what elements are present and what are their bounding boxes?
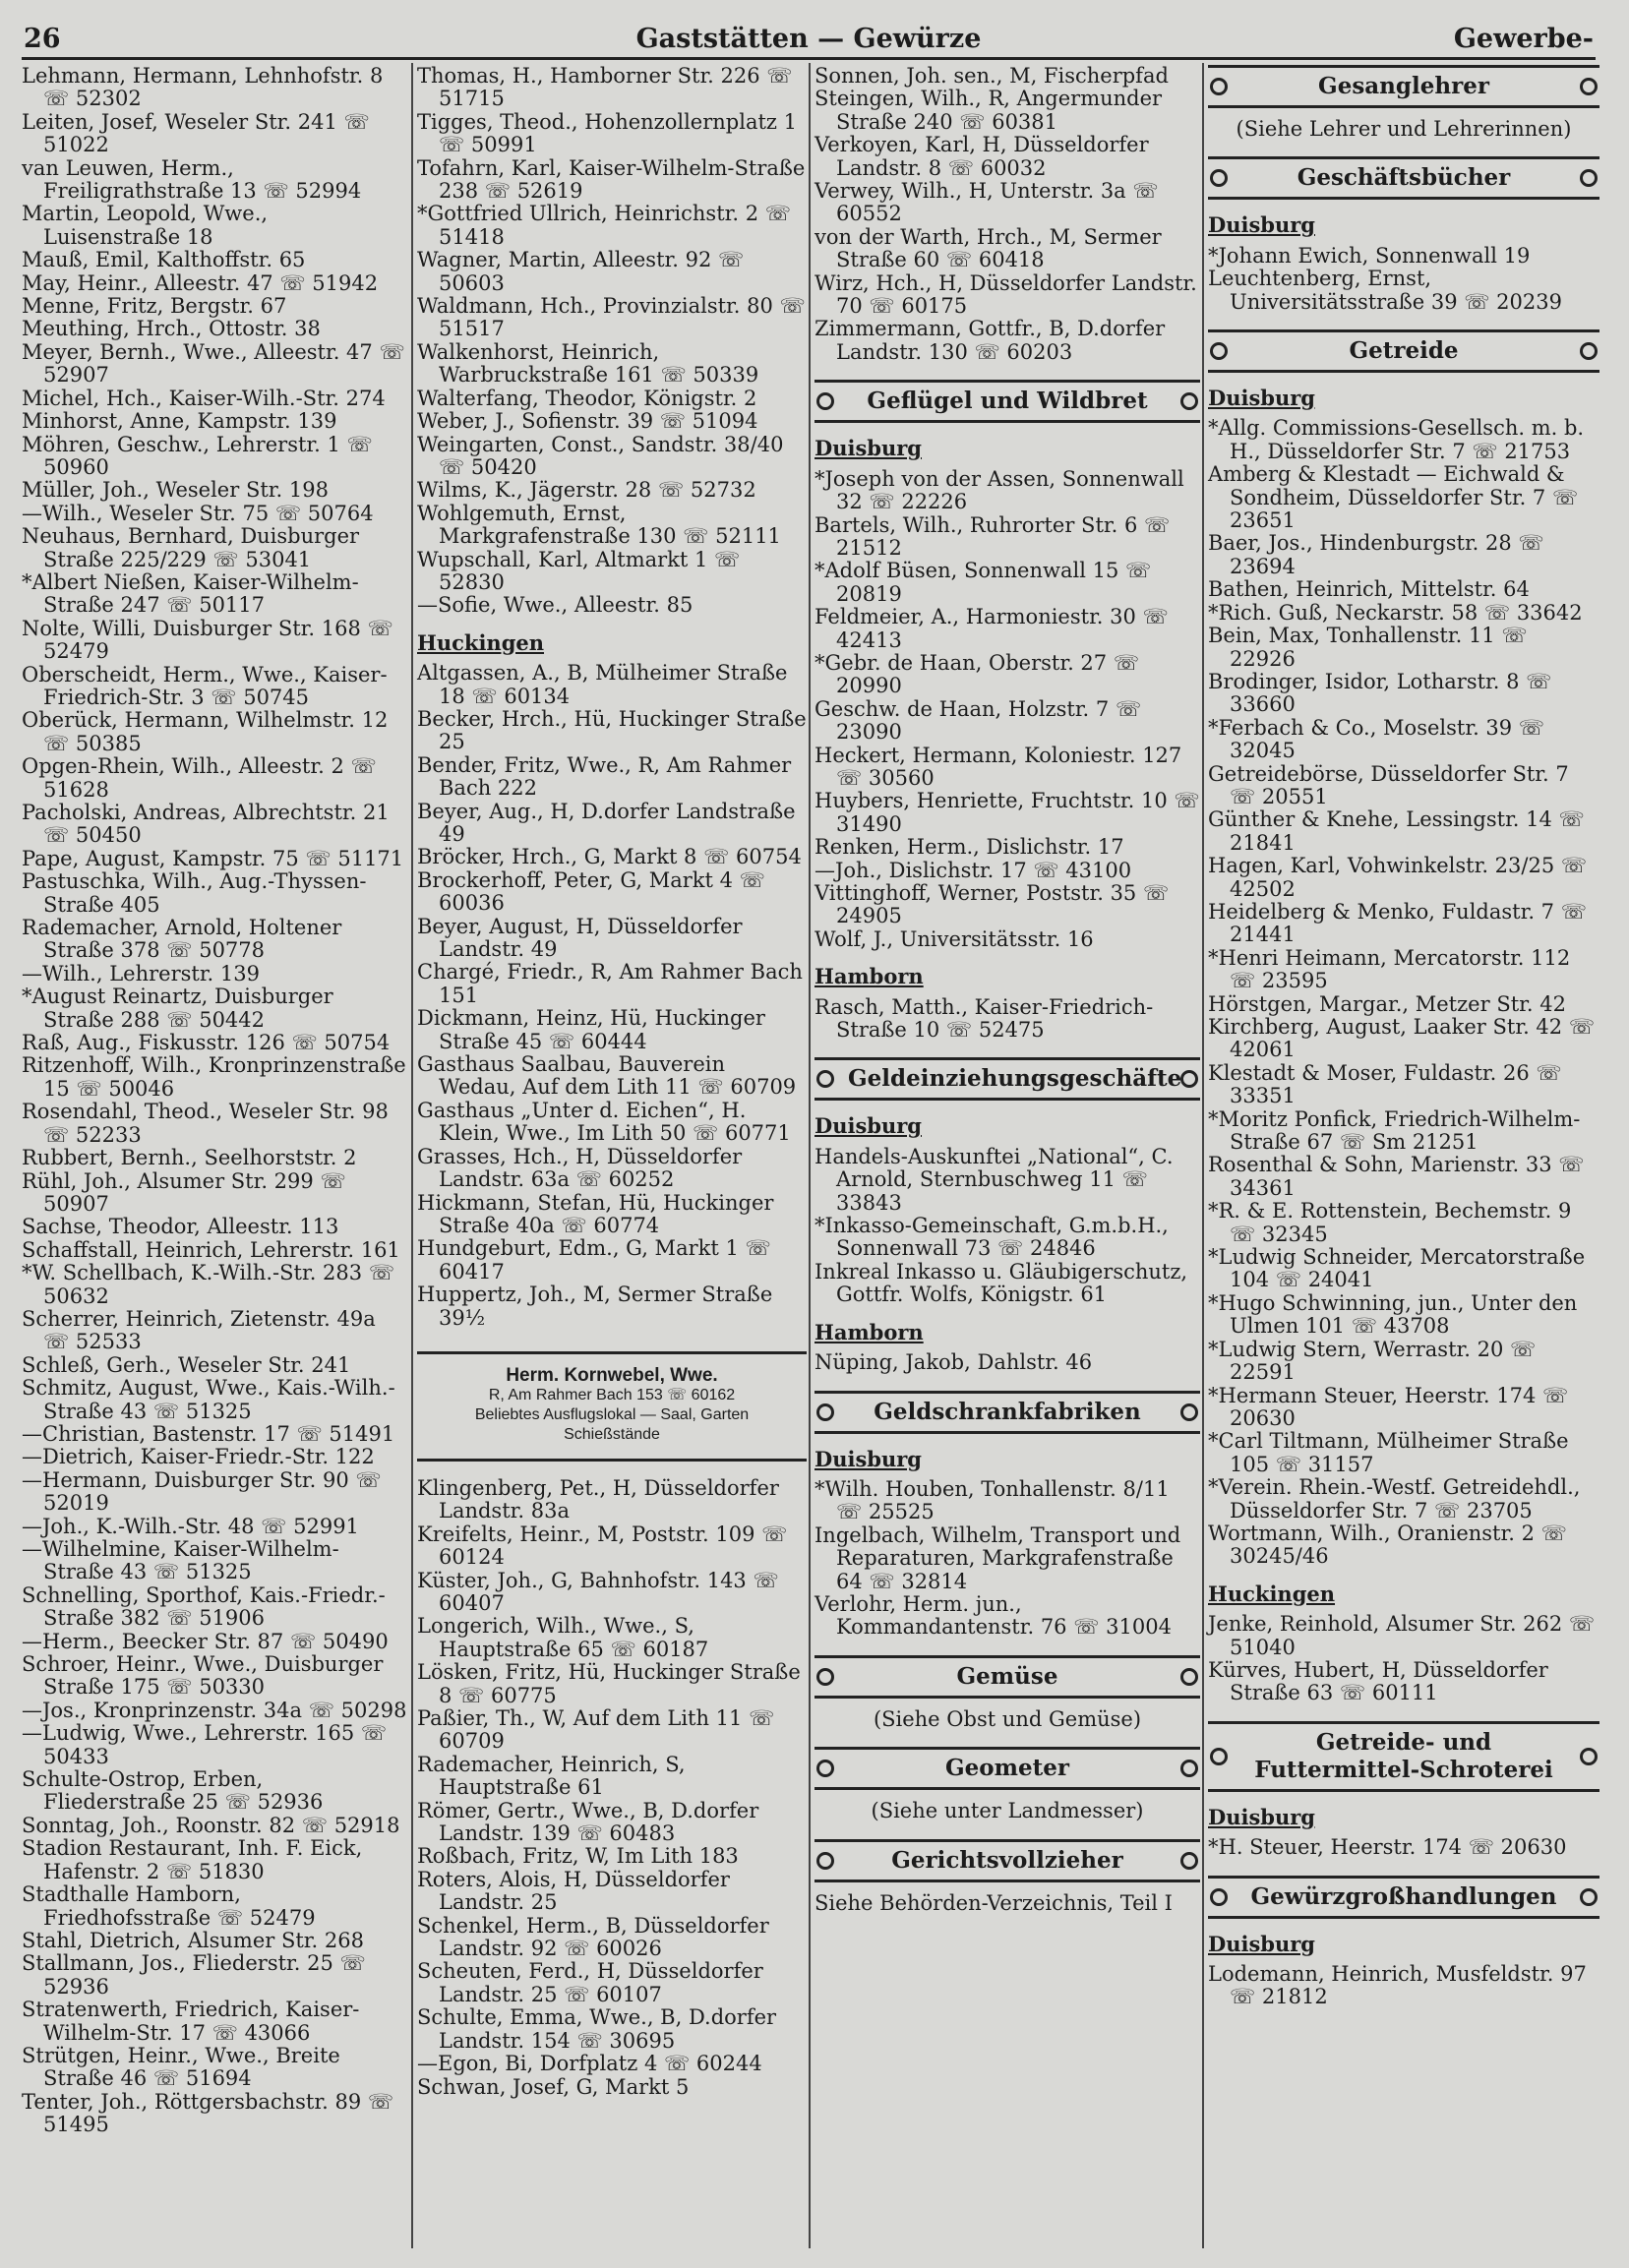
directory-entry: Wupschall, Karl, Altmarkt 1 ☏ 52830 <box>417 547 741 594</box>
directory-entry: *Hugo Schwinning, jun., Unter den Ulmen 101 ☏ 43708 <box>1208 1290 1578 1339</box>
directory-entry: Neuhaus, Bernhard, Duisburger Straße 225/229 ☏ 53041 <box>22 524 360 571</box>
directory-entry: Günther & Knehe, Lessingstr. 14 ☏ 21841 <box>1208 807 1585 855</box>
directory-entry: —Ludwig, Wwe., Lehrerstr. 165 ☏ 50433 <box>22 1721 388 1768</box>
directory-entry: *Joseph von der Assen, Sonnenwall 32 ☏ 22226 <box>814 466 1184 514</box>
directory-entry: Sonnen, Joh. sen., M, Fischerpfad <box>814 64 1169 88</box>
directory-entry: Paßier, Th., W, Auf dem Lith 11 ☏ 60709 <box>417 1706 775 1754</box>
directory-entry: Stahl, Dietrich, Alsumer Str. 268 <box>22 1928 364 1952</box>
directory-entry: —Wilh., Weseler Str. 75 ☏ 50764 <box>22 501 374 525</box>
directory-entry: Hickmann, Stefan, Hü, Huckinger Straße 40a ☏ 60774 <box>417 1190 774 1237</box>
directory-entry: Roters, Alois, H, Düsseldorfer Landstr. 25 <box>417 1867 730 1915</box>
bullet-ring-icon <box>1580 342 1598 360</box>
section-heading <box>1208 65 1599 108</box>
section-heading <box>814 1057 1200 1101</box>
directory-entry: May, Heinr., Alleestr. 47 ☏ 51942 <box>22 270 379 295</box>
section-heading <box>1208 329 1599 373</box>
city-heading: Hamborn <box>814 1319 924 1344</box>
bullet-ring-icon <box>816 1852 834 1870</box>
bullet-ring-icon <box>1210 342 1228 360</box>
directory-entry: Nolte, Willi, Duisburger Str. 168 ☏ 52479 <box>22 616 393 664</box>
directory-entry: Waldmann, Hch., Provinzialstr. 80 ☏ 51517 <box>417 294 806 341</box>
directory-entry: Kürves, Hubert, H, Düsseldorfer Straße 63 ☏ 60111 <box>1208 1657 1548 1705</box>
directory-entry: Pacholski, Andreas, Albrechtstr. 21 ☏ 50450 <box>22 801 390 848</box>
directory-entry: Chargé, Friedr., R, Am Rahmer Bach 151 <box>417 960 803 1007</box>
directory-entry: Stallmann, Jos., Fliederstr. 25 ☏ 52936 <box>22 1951 366 1999</box>
city-heading: Duisburg <box>1208 386 1315 411</box>
section-heading <box>814 1655 1200 1699</box>
directory-entry: Wohlgemuth, Ernst, Markgrafenstraße 130 ☏ 52111 <box>417 501 781 549</box>
section-title: Geldeinziehungsgeschäfte <box>848 1065 1182 1093</box>
directory-entry: Nüping, Jakob, Dahlstr. 46 <box>814 1350 1093 1375</box>
column-rule <box>809 63 811 2248</box>
directory-entry: Zimmermann, Gottfr., B, D.dorfer Landstr. 130 ☏ 60203 <box>814 317 1166 364</box>
section-title: Gewürzgroßhandlungen <box>1250 1882 1557 1910</box>
directory-entry: Brodinger, Isidor, Lotharstr. 8 ☏ 33660 <box>1208 669 1552 717</box>
directory-entry: Siehe Behörden-Verzeichnis, Teil I <box>814 1890 1173 1915</box>
directory-entry: *Henri Heimann, Mercatorstr. 112 ☏ 23595 <box>1208 945 1571 993</box>
city-heading: Duisburg <box>1208 1931 1315 1956</box>
directory-entry: Weber, J., Sofienstr. 39 ☏ 51094 <box>417 409 758 434</box>
directory-entry: Rubbert, Bernh., Seelhorststr. 2 <box>22 1146 357 1170</box>
section-heading <box>814 1839 1200 1882</box>
cross-reference: (Siehe unter Landmesser) <box>871 1799 1144 1823</box>
directory-entry: Sonntag, Joh., Roonstr. 82 ☏ 52918 <box>22 1813 400 1837</box>
directory-entry: Lodemann, Heinrich, Musfeldstr. 97 ☏ 21812 <box>1208 1962 1587 2009</box>
bullet-ring-icon <box>1580 169 1598 187</box>
directory-entry: Rademacher, Heinrich, S, Hauptstraße 61 <box>417 1752 686 1800</box>
directory-entry: Rühl, Joh., Alsumer Str. 299 ☏ 50907 <box>22 1168 346 1216</box>
directory-entry: Wolf, J., Universitätsstr. 16 <box>814 926 1094 951</box>
directory-entry: Wilms, K., Jägerstr. 28 ☏ 52732 <box>417 478 756 503</box>
directory-entry: Wirz, Hch., H, Düsseldorfer Landstr. 70 ☏ 60175 <box>814 270 1197 319</box>
directory-entry: —Hermann, Duisburger Str. 90 ☏ 52019 <box>22 1467 382 1516</box>
directory-entry: Bartels, Wilh., Ruhrorter Str. 6 ☏ 21512 <box>814 512 1171 560</box>
bullet-ring-icon <box>1210 78 1228 95</box>
directory-entry: *Moritz Ponfick, Friedrich-Wilhelm-Straße 67 ☏ Sm 21251 <box>1208 1106 1581 1155</box>
directory-entry: Pape, August, Kampstr. 75 ☏ 51171 <box>22 846 404 870</box>
directory-entry: Steingen, Wilh., R, Angermunder Straße 240 ☏ 60381 <box>814 87 1163 134</box>
ad-line: R, Am Rahmer Bach 153 ☏ 60162 <box>488 1386 736 1403</box>
city-heading: Hamborn <box>814 964 924 989</box>
directory-entry: Ingelbach, Wilhelm, Transport und Reparaturen, Markgrafenstraße 64 ☏ 32814 <box>814 1522 1181 1593</box>
directory-entry: Rasch, Matth., Kaiser-Friedrich-Straße 10 ☏ 52475 <box>814 994 1154 1043</box>
directory-entry: —Sofie, Wwe., Alleestr. 85 <box>417 593 694 618</box>
directory-entry: Hörstgen, Margar., Metzer Str. 42 <box>1208 991 1566 1016</box>
directory-entry: Heidelberg & Menko, Fuldastr. 7 ☏ 21441 <box>1208 899 1587 947</box>
bullet-ring-icon <box>1210 1888 1228 1906</box>
directory-entry: *H. Steuer, Heerstr. 174 ☏ 20630 <box>1208 1835 1567 1860</box>
directory-entry: Meyer, Bernh., Wwe., Alleestr. 47 ☏ 52907 <box>22 339 405 388</box>
directory-entry: Opgen-Rhein, Wilh., Alleestr. 2 ☏ 51628 <box>22 754 377 802</box>
directory-entry: Schroer, Heinr., Wwe., Duisburger Straße 175 ☏ 50330 <box>22 1652 384 1700</box>
directory-entry: *Albert Nießen, Kaiser-Wilhelm-Straße 247 ☏ 50117 <box>22 569 359 618</box>
directory-entry: Stadthalle Hamborn, Friedhofsstraße ☏ 52479 <box>22 1882 316 1930</box>
directory-entry: Meuthing, Hrch., Ottostr. 38 <box>22 317 321 341</box>
directory-entry: Schulte-Ostrop, Erben, Fliederstraße 25 ☏ 52936 <box>22 1767 324 1815</box>
column-4 <box>1208 65 1599 2009</box>
directory-entry: Beyer, August, H, Düsseldorfer Landstr. 49 <box>417 914 743 962</box>
directory-entry: Roßbach, Fritz, W, Im Lith 183 <box>417 1844 739 1869</box>
directory-entry: *Rich. Guß, Neckarstr. 58 ☏ 33642 <box>1208 600 1583 625</box>
column-2 <box>417 65 807 2099</box>
directory-entry: Hundgeburt, Edm., G, Markt 1 ☏ 60417 <box>417 1236 771 1283</box>
directory-entry: Bein, Max, Tonhallenstr. 11 ☏ 22926 <box>1208 624 1528 671</box>
directory-entry: Longerich, Wilh., Wwe., S, Hauptstraße 65 ☏ 60187 <box>417 1614 709 1661</box>
directory-entry: Scheuten, Ferd., H, Düsseldorfer Landstr. 25 ☏ 60107 <box>417 1959 763 2006</box>
page-header <box>22 18 1596 60</box>
directory-entry: Dickmann, Heinz, Hü, Huckinger Straße 45 ☏ 60444 <box>417 1006 765 1053</box>
directory-entry: Scherrer, Heinrich, Zietenstr. 49a ☏ 52533 <box>22 1306 376 1354</box>
directory-entry: Hagen, Karl, Vohwinkelstr. 23/25 ☏ 42502 <box>1208 854 1588 901</box>
bullet-ring-icon <box>1180 1760 1198 1777</box>
directory-entry: Grasses, Hch., H, Düsseldorfer Landstr. 63a ☏ 60252 <box>417 1144 743 1192</box>
bullet-ring-icon <box>1180 1070 1198 1088</box>
section-heading <box>814 1391 1200 1434</box>
directory-entry: Kreifelts, Heinr., M, Poststr. 109 ☏ 60124 <box>417 1522 788 1570</box>
bullet-ring-icon <box>1180 1403 1198 1421</box>
bullet-ring-icon <box>816 1070 834 1088</box>
directory-entry: Altgassen, A., B, Mülheimer Straße 18 ☏ 60134 <box>417 661 788 708</box>
directory-entry: —Jos., Kronprinzenstr. 34a ☏ 50298 <box>22 1698 407 1722</box>
directory-entry: Klestadt & Moser, Fuldastr. 26 ☏ 33351 <box>1208 1060 1562 1108</box>
section-title: Getreide <box>1349 337 1459 365</box>
directory-entry: Schleß, Gerh., Weseler Str. 241 <box>22 1352 351 1377</box>
directory-entry: Huybers, Henriette, Fruchtstr. 10 ☏ 31490 <box>814 789 1200 836</box>
directory-entry: Müller, Joh., Weseler Str. 198 <box>22 478 329 503</box>
advertisement <box>417 1351 807 1462</box>
directory-entry: Getreidebörse, Düsseldorfer Str. 7 ☏ 20551 <box>1208 761 1569 808</box>
bullet-ring-icon <box>1180 392 1198 410</box>
directory-entry: Oberscheidt, Herm., Wwe., Kaiser-Friedrich-Str. 3 ☏ 50745 <box>22 662 388 709</box>
directory-entry: Jenke, Reinhold, Alsumer Str. 262 ☏ 51040 <box>1208 1612 1596 1659</box>
bullet-ring-icon <box>1580 1748 1598 1765</box>
section-title: Geldschrankfabriken <box>874 1398 1141 1425</box>
directory-entry: —Wilh., Lehrerstr. 139 <box>22 961 260 985</box>
directory-entry: Raß, Aug., Fiskusstr. 126 ☏ 50754 <box>22 1031 391 1055</box>
directory-entry: Sachse, Theodor, Alleestr. 113 <box>22 1215 339 1239</box>
directory-entry: *Allg. Commissions-Gesellsch. m. b. H., Düsseldorfer Str. 7 ☏ 21753 <box>1208 416 1585 463</box>
city-heading: Duisburg <box>814 436 922 461</box>
directory-entry: *Johann Ewich, Sonnenwall 19 <box>1208 243 1531 268</box>
section-title: Gemüse <box>956 1662 1058 1690</box>
directory-entry: Geschw. de Haan, Holzstr. 7 ☏ 23090 <box>814 696 1142 745</box>
section-title: Gesanglehrer <box>1318 73 1489 99</box>
directory-entry: Feldmeier, A., Harmoniestr. 30 ☏ 42413 <box>814 605 1169 652</box>
directory-entry: *Ludwig Schneider, Mercatorstraße 104 ☏ 24041 <box>1208 1245 1586 1292</box>
directory-entry: Küster, Joh., G, Bahnhofstr. 143 ☏ 60407 <box>417 1568 779 1615</box>
directory-entry: —Christian, Bastenstr. 17 ☏ 51491 <box>22 1421 395 1446</box>
directory-entry: Wagner, Martin, Alleestr. 92 ☏ 50603 <box>417 248 745 295</box>
directory-entry: *Inkasso-Gemeinschaft, G.m.b.H., Sonnenwall 73 ☏ 24846 <box>814 1214 1169 1261</box>
cross-reference: (Siehe Obst und Gemüse) <box>873 1706 1142 1731</box>
column-rule <box>411 63 413 2248</box>
directory-entry: Rosenthal & Sohn, Marienstr. 33 ☏ 34361 <box>1208 1153 1585 1200</box>
directory-entry: *Ferbach & Co., Moselstr. 39 ☏ 32045 <box>1208 715 1545 763</box>
directory-entry: *Adolf Büsen, Sonnenwall 15 ☏ 20819 <box>814 559 1152 606</box>
directory-entry: van Leuwen, Herm., Freiligrathstraße 13 ☏ 52994 <box>22 155 362 204</box>
column-1 <box>22 65 407 2137</box>
directory-entry: Huppertz, Joh., M, Sermer Straße 39½ <box>417 1283 773 1330</box>
bullet-ring-icon <box>816 1668 834 1686</box>
directory-entry: *Carl Tiltmann, Mülheimer Straße 105 ☏ 31157 <box>1208 1429 1569 1476</box>
directory-entry: Gasthaus Saalbau, Bauverein Wedau, Auf dem Lith 11 ☏ 60709 <box>417 1052 797 1100</box>
directory-entry: —Herm., Beecker Str. 87 ☏ 50490 <box>22 1629 389 1653</box>
directory-entry: Schwan, Josef, G, Markt 5 <box>417 2074 690 2099</box>
directory-entry: —Joh., Dislichstr. 17 ☏ 43100 <box>814 858 1132 882</box>
directory-entry: Lehmann, Hermann, Lehnhofstr. 8 ☏ 52302 <box>22 64 384 111</box>
directory-entry: Schulte, Emma, Wwe., B, D.dorfer Landstr. 154 ☏ 30695 <box>417 2005 777 2053</box>
directory-entry: Amberg & Klestadt — Eichwald & Sondheim, Düsseldorfer Str. 7 ☏ 23651 <box>1208 462 1579 533</box>
directory-entry: Walterfang, Theodor, Königstr. 2 <box>417 386 757 410</box>
directory-entry: Michel, Hch., Kaiser-Wilh.-Str. 274 <box>22 386 386 410</box>
directory-entry: Möhren, Geschw., Lehrerstr. 1 ☏ 50960 <box>22 432 373 479</box>
section-heading <box>1208 1721 1599 1792</box>
directory-entry: *Hermann Steuer, Heerstr. 174 ☏ 20630 <box>1208 1383 1569 1430</box>
directory-entry: —Egon, Bi, Dorfplatz 4 ☏ 60244 <box>417 2052 762 2076</box>
directory-entry: Walkenhorst, Heinrich, Warbruckstraße 161 ☏ 50339 <box>417 339 759 388</box>
directory-entry: Brockerhoff, Peter, G, Markt 4 ☏ 60036 <box>417 867 765 916</box>
directory-entry: —Wilhelmine, Kaiser-Wilhelm-Straße 43 ☏ 51325 <box>22 1537 339 1584</box>
section-heading <box>1208 1876 1599 1919</box>
directory-entry: Thomas, H., Hamborner Str. 226 ☏ 51715 <box>417 64 793 111</box>
directory-entry: Tenter, Joh., Röttgersbachstr. 89 ☏ 51495 <box>22 2089 394 2137</box>
bullet-ring-icon <box>1210 1748 1228 1765</box>
section-title: Geschäftsbücher <box>1297 164 1511 192</box>
city-heading: Duisburg <box>1208 1804 1315 1829</box>
section-title: Geometer <box>945 1755 1069 1782</box>
city-heading: Duisburg <box>814 1113 922 1139</box>
section-heading <box>814 380 1200 423</box>
section-heading <box>814 1747 1200 1790</box>
bullet-ring-icon <box>1210 169 1228 187</box>
directory-entry: Martin, Leopold, Wwe., Luisenstraße 18 <box>22 202 269 249</box>
directory-entry: *August Reinartz, Duisburger Straße 288 ☏ 50442 <box>22 985 333 1032</box>
directory-entry: Rosendahl, Theod., Weseler Str. 98 ☏ 52233 <box>22 1100 389 1147</box>
section-title: Gerichtsvollzieher <box>891 1846 1123 1874</box>
directory-entry: Römer, Gertr., Wwe., B, D.dorfer Landstr. 139 ☏ 60483 <box>417 1798 759 1846</box>
directory-entry: Bender, Fritz, Wwe., R, Am Rahmer Bach 222 <box>417 752 792 801</box>
directory-entry: —Dietrich, Kaiser-Friedr.-Str. 122 <box>22 1445 375 1469</box>
directory-entry: Tofahrn, Karl, Kaiser-Wilhelm-Straße 238 ☏ 52619 <box>417 155 806 204</box>
directory-entry: Schnelling, Sporthof, Kais.-Friedr.-Straße 382 ☏ 51906 <box>22 1582 386 1631</box>
section-title: Geflügel und Wildbret <box>867 388 1148 415</box>
directory-entry: Schenkel, Herm., B, Düsseldorfer Landstr. 92 ☏ 60026 <box>417 1913 769 1961</box>
city-heading: Duisburg <box>814 1446 922 1471</box>
directory-entry: *Verein. Rhein.-Westf. Getreidehdl., Düsseldorfer Str. 7 ☏ 23705 <box>1208 1475 1581 1522</box>
directory-entry: —Joh., K.-Wilh.-Str. 48 ☏ 52991 <box>22 1514 359 1538</box>
directory-entry: Menne, Fritz, Bergstr. 67 <box>22 294 287 319</box>
directory-entry: Stadion Restaurant, Inh. F. Eick, Hafenstr. 2 ☏ 51830 <box>22 1836 363 1883</box>
ad-name: Herm. Kornwebel, Wwe. <box>506 1364 718 1386</box>
bullet-ring-icon <box>1580 1888 1598 1906</box>
directory-entry: Leuchtenberg, Ernst, Universitätsstraße 39 ☏ 20239 <box>1208 267 1562 314</box>
directory-entry: Inkreal Inkasso u. Gläubigerschutz, Gottfr. Wolfs, Königstr. 61 <box>814 1259 1188 1307</box>
directory-entry: Rademacher, Arnold, Holtener Straße 378 ☏ 50778 <box>22 916 342 963</box>
directory-entry: Heckert, Hermann, Koloniestr. 127 ☏ 30560 <box>814 743 1182 790</box>
directory-entry: Beyer, Aug., H, D.dorfer Landstraße 49 <box>417 799 796 846</box>
city-heading: Huckingen <box>417 629 545 655</box>
cross-reference: (Siehe Lehrer und Lehrerinnen) <box>1236 117 1572 141</box>
directory-entry: Stratenwerth, Friedrich, Kaiser-Wilhelm-Str. 17 ☏ 43066 <box>22 1998 360 2045</box>
page-title: Gaststätten — Gewürze <box>635 24 982 54</box>
section-heading <box>1208 156 1599 200</box>
directory-entry: Handels-Auskunftei „National“, C. Arnold, Sternbuschweg 11 ☏ 33843 <box>814 1144 1174 1215</box>
running-head-continued: Gewerbe- <box>1453 24 1594 54</box>
ad-line: Beliebtes Ausflugslokal — Saal, Garten <box>474 1405 750 1423</box>
directory-entry: Oberück, Hermann, Wilhelmstr. 12 ☏ 50385 <box>22 708 389 755</box>
directory-entry: *W. Schellbach, K.-Wilh.-Str. 283 ☏ 50632 <box>22 1261 395 1308</box>
directory-entry: Kirchberg, August, Laaker Str. 42 ☏ 42061 <box>1208 1015 1596 1062</box>
directory-entry: *Gottfried Ullrich, Heinrichstr. 2 ☏ 51418 <box>417 202 792 249</box>
directory-entry: Tigges, Theod., Hohenzollernplatz 1 ☏ 50991 <box>417 109 798 157</box>
bullet-ring-icon <box>816 1760 834 1777</box>
bullet-ring-icon <box>1180 1668 1198 1686</box>
ad-line: Schießstände <box>564 1425 660 1443</box>
directory-entry: Pastuschka, Wilh., Aug.-Thyssen-Straße 405 <box>22 869 367 917</box>
directory-entry: *Wilh. Houben, Tonhallenstr. 8/11 ☏ 25525 <box>814 1476 1170 1524</box>
directory-entry: Mauß, Emil, Kalthoffstr. 65 <box>22 248 306 272</box>
directory-entry: Klingenberg, Pet., H, Düsseldorfer Landstr. 83a <box>417 1475 779 1523</box>
directory-entry: Leiten, Josef, Weseler Str. 241 ☏ 51022 <box>22 109 370 157</box>
directory-entry: *Gebr. de Haan, Oberstr. 27 ☏ 20990 <box>814 650 1140 698</box>
bullet-ring-icon <box>816 392 834 410</box>
bullet-ring-icon <box>1580 78 1598 95</box>
page-number: 26 <box>24 24 61 54</box>
directory-entry: Schmitz, August, Wwe., Kais.-Wilh.-Straße 43 ☏ 51325 <box>22 1376 395 1423</box>
directory-entry: Vittinghoff, Werner, Poststr. 35 ☏ 24905 <box>814 881 1170 928</box>
column-3 <box>814 65 1200 1915</box>
bullet-ring-icon <box>1180 1852 1198 1870</box>
directory-entry: Renken, Herm., Dislichstr. 17 <box>814 835 1124 860</box>
column-rule <box>1202 63 1204 2248</box>
directory-entry: Weingarten, Const., Sandstr. 38/40 ☏ 50420 <box>417 432 784 479</box>
directory-entry: Bröcker, Hrch., G, Markt 8 ☏ 60754 <box>417 845 802 869</box>
section-title: Getreide- und Futtermittel-Schroterei <box>1254 1728 1553 1783</box>
directory-entry: Baer, Jos., Hindenburgstr. 28 ☏ 23694 <box>1208 531 1544 578</box>
directory-entry: *Ludwig Stern, Werrastr. 20 ☏ 22591 <box>1208 1337 1537 1385</box>
directory-entry: Strütgen, Heinr., Wwe., Breite Straße 46 ☏ 51694 <box>22 2043 340 2091</box>
directory-entry: Wortmann, Wilh., Oranienstr. 2 ☏ 30245/46 <box>1208 1521 1567 1569</box>
directory-entry: Verkoyen, Karl, H, Düsseldorfer Landstr. 8 ☏ 60032 <box>814 133 1149 180</box>
directory-entry: Schaffstall, Heinrich, Lehrerstr. 161 <box>22 1237 400 1262</box>
directory-entry: von der Warth, Hrch., M, Sermer Straße 60 ☏ 60418 <box>814 224 1162 272</box>
city-heading: Duisburg <box>1208 212 1315 238</box>
directory-entry: Minhorst, Anne, Kampstr. 139 <box>22 409 337 434</box>
directory-entry: *R. & E. Rottenstein, Bechemstr. 9 ☏ 32345 <box>1208 1199 1572 1246</box>
city-heading: Huckingen <box>1208 1581 1336 1606</box>
directory-entry: Ritzenhoff, Wilh., Kronprinzenstraße 15 ☏ 50046 <box>22 1053 406 1101</box>
directory-entry: Gasthaus „Unter d. Eichen“, H. Klein, Wwe., Im Lith 50 ☏ 60771 <box>417 1098 791 1146</box>
directory-entry: Bathen, Heinrich, Mittelstr. 64 <box>1208 577 1530 602</box>
directory-entry: Verlohr, Herm. jun., Kommandantenstr. 76 ☏ 31004 <box>814 1591 1172 1640</box>
directory-entry: Verwey, Wilh., H, Unterstr. 3a ☏ 60552 <box>814 179 1159 226</box>
bullet-ring-icon <box>816 1403 834 1421</box>
directory-entry: Becker, Hrch., Hü, Huckinger Straße 25 <box>417 706 807 754</box>
directory-entry: Lösken, Fritz, Hü, Huckinger Straße 8 ☏ 60775 <box>417 1660 801 1707</box>
